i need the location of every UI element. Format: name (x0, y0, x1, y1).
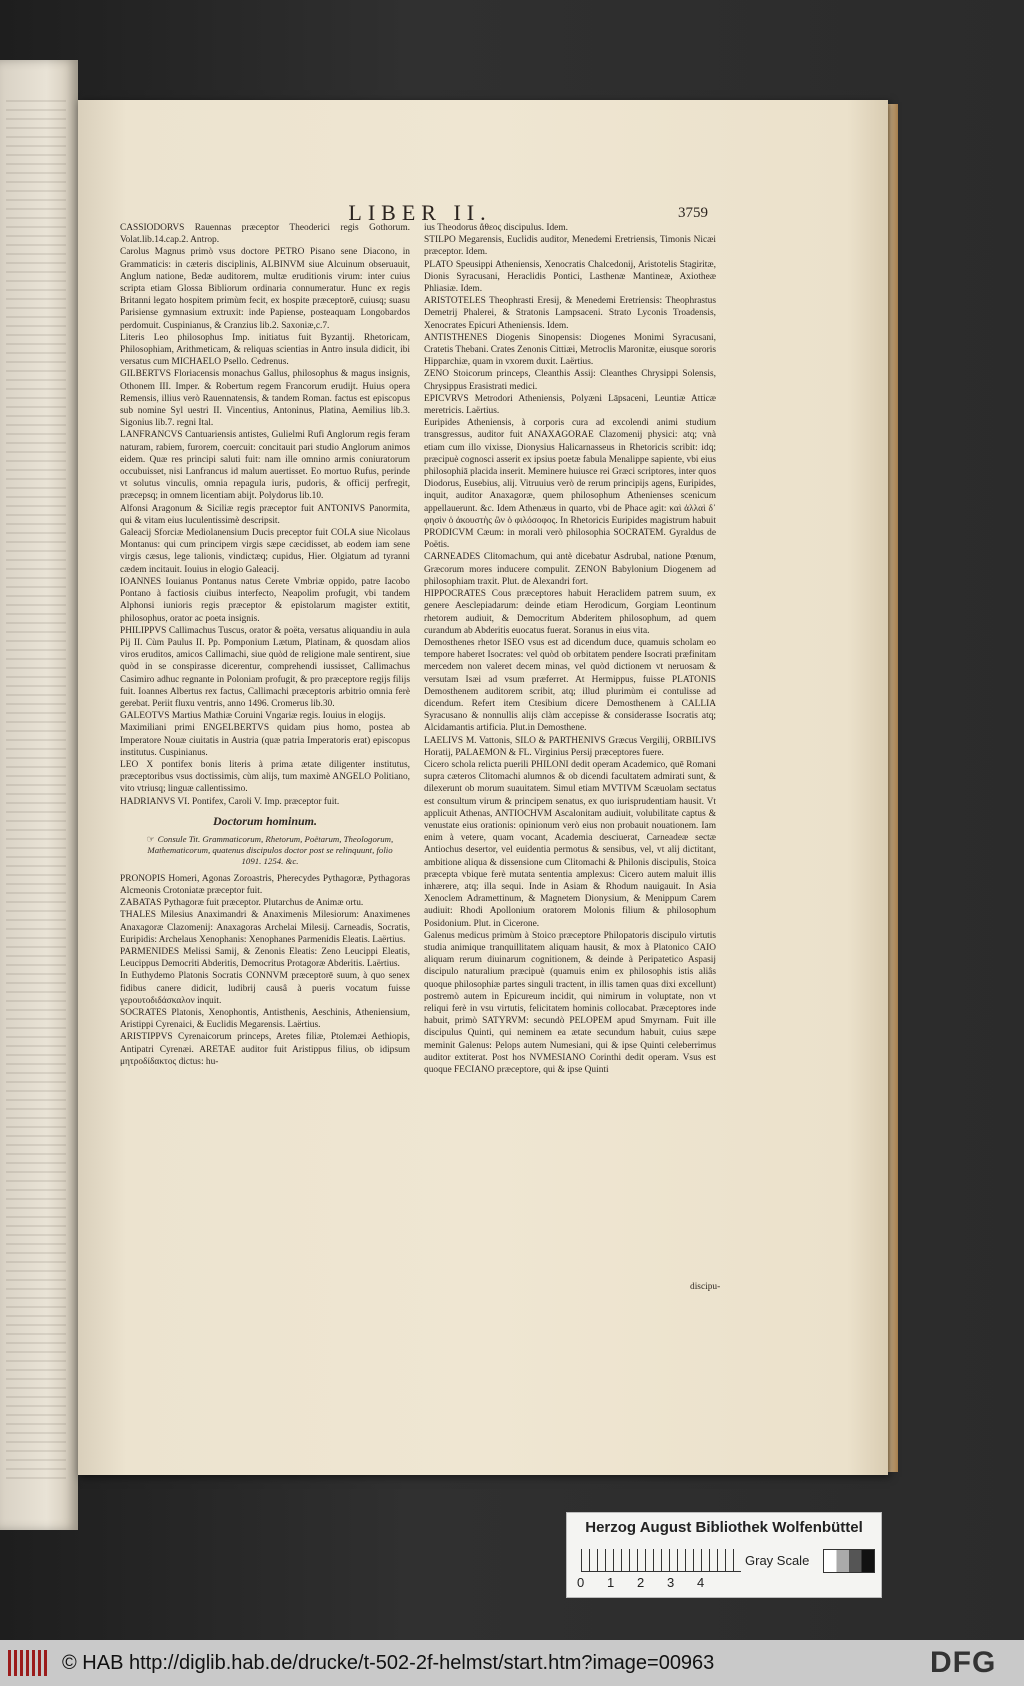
text-entry: GALEOTVS Martius Mathiæ Coruini Vngariæ regis. Iouius in elogijs. (120, 711, 386, 722)
ruler-numbers (577, 1575, 757, 1590)
text-entry: SOCRATES Platonis, Xenophontis, Antisthenis, Aeschinis, Atheniensium, Aristippi Cyrenaici, & Euclidis Megarensis. Laërtius. (120, 1007, 410, 1031)
left-text-column (120, 222, 410, 1282)
library-name: Herzog August Bibliothek Wolfenbüttel (585, 1519, 863, 1536)
text-entry: Literis Leo philosophus Imp. initiatus fuit Byzantij. Rhetoricam, Philosophiam, Arithmeticam, & reliquas scientias in Antro insula didicit, ibi versatus cum MICHAELO Psello. Cedrenus. (120, 332, 410, 368)
text-entry: Alfonsi Aragonum & Siciliæ regis præceptor fuit ANTONIVS Panormita, qui & vitam eius luculentissimè descripsit. (120, 503, 410, 526)
text-entry: Maximiliani primi ENGELBERTVS quidam pius homo, postea ab Imperatore Nouæ ciuitatis in Austria (quæ patria Imperatoris erat) episcopus institutus. Cuspinianus. (120, 723, 410, 758)
text-entry: Galenus medicus primùm à Stoico præceptore Philopatoris discipulo virtutis studia animique tranquillitatem aliquam hausit, & mox à Platonico CAIO aliquam rerum diuinarum cognitionem, & deinde à Peripatetico Aspasij discipulo naturalium præcipuè (quamuis enim ex philosophis istis aliâs quoque philosophiæ partes singuli tractent, in illis tamen quas dixi excellunt) postremò autem in Epicureum incidit, qui nimirum in voluptate, non vt reliqui ferè in vsu virtutis, felicitatem hominis collocabat. Præceptores inde habuit, primò SATYRVM: secundò PELOPEM apud Smyrnam. Fuit ille discipulus Quinti, qui neminem ea ætate secundum habuit, cuius sæpe meminit Galenus: Pelops autem Numesiani, qui & ipse Quinti celeberrimus auditor extiterat. Post hos NVMESIANO Corinthi dedit operam. Vsus est quoque FECIANO præceptore, qui & ipse Quinti (424, 930, 716, 1076)
text-entry: Galeacij Sforciæ Mediolanensium Ducis preceptor fuit COLA siue Nicolaus Montanus: qui cum principem virgis sæpe cæcidisset, ab eodem iam sene virgis cæsus, lege talionis, vindictæq; cupidus, Hier. Olgiatum ad tyranni cædem incitauit. Iouius in elogio Galeacij. (120, 528, 410, 575)
text-entry: EPICVRVS Metrodori Atheniensis, Polyæni Lāpsaceni, Leuntiæ Atticæ meretricis. Laërtius. (424, 393, 716, 417)
ruler-number: 0 (577, 1575, 585, 1590)
barcode-bars-icon (8, 1650, 48, 1676)
text-entry: LEO X pontifex bonis literis à prima ætate diligenter institutus, præceptoribus vsus doctissimis, cùm alijs, tum maximè ANGELO Politiano, vito vtriusq; linguæ callentissimo. (120, 759, 410, 795)
text-entry: THALES Milesius Anaximandri & Anaximenis Milesiorum: Anaximenes Anaxagoræ Clazomenij: Anaxagoras Archelai Milesij. Carneadis, Socratis, Euripidis: Archelaus Xenophanis: Xenophanes Parmenidis Eleatis. Laërtius. (120, 910, 410, 945)
gray-scale-label: Gray Scale (745, 1553, 810, 1568)
right-text-column (424, 222, 716, 1288)
text-entry: HIPPOCRATES Cous præceptores habuit Heraclidem patrem suum, ex genere Aesclepiadarum: deinde etiam Herodicum, Gorgiam Leontinum rhetorem audiuit, & Democritum Abderitem philosophum, ad quem curandum ab Abderitis euocatus fuerat. Soranus in eius vita. (424, 589, 716, 636)
ruler-number: 3 (667, 1575, 675, 1590)
text-entry: ZABATAS Pythagoræ fuit præceptor. Plutarchus de Animæ ortu. (120, 898, 364, 909)
text-entry: Carolus Magnus primò vsus doctore PETRO Pisano sene Diacono, in Grammaticis: in cæteris disciplinis, ALBINVM siue Alcuinum obseruauit, Anglum natione, Bedæ auditorem, multæ eruditionis virum: inter cuius scripta etiam Glossa Bibliorum ordinaria connumeratur. Hunc ex regis Britanni legato hospitem primùm fecit, ex hospite præceptorē, cuiusq; suasu Parisiense gymnasium extruxit: inde Papiense, posteaquam Longobardos perdomuit. Cuspinianus, & Cranzius lib.2. Saxoniæ,c.7. (120, 247, 410, 331)
text-entry: ius Theodorus ἄθεος discipulus. Idem. (424, 223, 568, 233)
text-entry: Euripides Atheniensis, à corporis cura ad excolendi animi studium transgressus, auditor fuit ANAXAGORAE Clazomenij physici: atq; vnà etiam cum illo vixisse, Dionysius Halicarnasseus in Rhetoricis scribit: idq; præcipuè cognosci asserit ex ipsius poetæ fabula Menalippe sapiente, vbi eius philosophiā placida inserit. Meminere huiusce rei Græci scriptores, inter quos Diodorus, Eusebius, alij. Vitruuius verò de rerum principijs agens, Euripides, inquit, auditor Anaxagoræ, quem philosophum Athenienses scenicum appellauerunt. &c. Idem Athenæus in quarto, vbi de Phace agit: καὶ ἀλλαὶ δ᾽ φησὶν ὁ ἀκουστὴς ὢν ὁ φιλόσοφος. In Rhetoricis Euripides magistrum habuit PRODICVM Cæum: in morali verò philosophia SOCRATEM. Gyraldus de Poëtis. (424, 418, 716, 551)
text-entry: LAELIVS M. Vattonis, SILO & PARTHENIVS Græcus Vergilij, ORBILIVS Horatij, PALAEMON & FL. Virginius Persij præceptores fuere. (424, 735, 716, 758)
ruler-number: 1 (607, 1575, 615, 1590)
ruler-number: 4 (697, 1575, 705, 1590)
cross-reference-note (140, 834, 400, 867)
running-head: LIBER II. (348, 200, 492, 225)
text-entry: PLATO Speusippi Atheniensis, Xenocratis Chalcedonij, Aristotelis Stagiritæ, Dionis Syracusani, Heraclidis Pontici, Lasthenæ Mantineæ, Axiotheæ Phliasiæ. Idem. (424, 259, 716, 295)
text-entry: ARISTIPPVS Cyrenaicorum princeps, Aretes filiæ, Ptolemæi Aethiopis, Antipatri Cyrenæi. ARETAE auditor fuit Aristippus filius, ob idipsum μητροδίδακτος dictus: hu- (120, 1032, 410, 1067)
source-url-credit[interactable]: © HAB http://diglib.hab.de/drucke/t-502-2f-helmst/start.htm?image=00963 (62, 1652, 715, 1674)
text-entry: Cicero schola relicta puerili PHILONI dedit operam Academico, quē Romani supra cæteros Clitomachi alumnos & ob dicendi facultatem admirati sunt, & dilexerunt ob morum suauitatem. Simul etiam MVTIVM Scæuolam sectatus est consultum virum & principem senatus, ex quo iurisprudentiam hausit. Vt applicuit Athenas, ANTIOCHVM Ascalonitam audiuit, volubilitate captus & venustate eius orationis: opinionum verò eius non probauit nouationem. Iam enim à vetere, quam vocant, Academia desciuerat, Carneadeæ sectæ Antiochus desertor, vel euidentia permotus & sensibus, vel, vt alij dictitant, ambitione aliqua & dissensione cum Clitomachi & Philonis discipulis, Stoica præcepta vbique ferè mutata sententia amplexus: Cicero autem maluit illis inhærere, atq; illa sequi. Inde in Asiam & Rhodum nauigauit. In Asia Xenoclem Adramettinum, & Magnetem Dionysium, & Menippum Carem audiuit: Rhodi Apollonium oratorem Molonis filium & philosophum Posidonium. Plut. in Cicerone. (424, 759, 716, 929)
left-page-text-edge (6, 100, 66, 1480)
page-number: 3759 (678, 205, 708, 221)
text-entry: HADRIANVS VI. Pontifex, Caroli V. Imp. præceptor fuit. (120, 796, 340, 807)
text-entry: PHILIPPVS Callimachus Tuscus, orator & poëta, versatus aliquandiu in aula Pij II. Cùm Paulus II. Pp. Pomponium Lætum, Platinam, & quosdam alios viros eruditos, amicos Callimachi, siue quòd de religione male sentirent, siue quòd in se conspirasse dicerentur, comprehendi iussisset, Callimachus Casimiro adhuc regnante in Poloniam profugit, & pro præceptore regijs filijs fuit. Ioannes Albertus rex factus, Callimachi præceptoris arbitrio omnia ferè gerebat. Periit fluxu ventris, anno 1496. Cromerus lib.30. (120, 625, 410, 709)
text-entry: LANFRANCVS Cantuariensis antistes, Gulielmi Rufi Anglorum regis feram naturam, rabiem, furorem, coercuit: concitauit pari studio Anglorum animos eidem. Quæ res principi saluti fuit: nam ille omnino armis coniuratorum occubuisset, nisi Lanfrancus id malum auertisset. Eo mortuo Rufus, perinde vt solutus vinculis, omnia repagula iuris, pudoris, & officij perfregit, præcepsq; in omnem licentiam abijt. Polydorus lib.10. (120, 430, 410, 502)
text-entry: GILBERTVS Floriacensis monachus Gallus, philosophus & magus insignis, Othonem III. Imper. & Robertum regem Francorum erudijt. Huius opera Remensis, illius verò Rauennatensis, & tandem Roman. factus est episcopus sub nomine Syl uestri II. Vincentius, Antoninus, Platina, Aemilius lib.3. Sigonius lib.7. regni Ital. (120, 369, 410, 429)
text-entry: IOANNES Iouianus Pontanus natus Cerete Vmbriæ oppido, patre Iacobo Pontano à factiosis ciuibus interfecto, Neapolim profugit, vbi tandem Alphonsi iunioris regis præceptor & epistolarum magister extitit, philosophus, orator ac poeta insignis. (120, 576, 410, 624)
catchword: discipu- (690, 1282, 721, 1292)
ruler-number: 2 (637, 1575, 645, 1590)
text-entry: ANTISTHENES Diogenis Sinopensis: Diogenes Monimi Syracusani, Cratetis Thebani. Crates Zenonis Cittiæi, Metroclis Maronitæ, eiusque sororis Hipparchiæ, quam in vxorem duxit. Laërtius. (424, 332, 716, 368)
text-entry: PRONOPIS Homeri, Agonas Zoroastris, Pherecydes Pythagoræ, Pythagoras Alcmeonis Crotoniatæ præceptor fuit. (120, 873, 410, 896)
ruler-scale (581, 1549, 741, 1572)
text-entry: CASSIODORVS Rauennas præceptor Theoderici regis Gothorum. Volat.lib.14.cap.2. Antrop. (120, 223, 410, 246)
left-facing-page-edge (0, 60, 78, 1530)
gray-scale-swatch (823, 1549, 875, 1573)
library-color-chart-label (566, 1512, 882, 1598)
text-entry: CARNEADES Clitomachum, qui antè dicebatur Asdrubal, natione Pœnum, Græcorum mores inducere compulit. ZENON Babylonium Diogenem ad philosophiam traxit. Plut. de Alexandri fort. (424, 552, 716, 587)
dfg-logo: DFG (930, 1646, 997, 1679)
viewer-footer (0, 1640, 1024, 1686)
cross-reference-text: Consule Tit. Grammaticorum, Rhetorum, Poëtarum, Theologorum, Mathematicorum, quatenus discipulos doctor post se relinquunt, folio 1091. 1254. &c. (147, 833, 394, 866)
text-entry: In Euthydemo Platonis Socratis CONNVM præceptorē suum, à quo senex fidibus canere didicit, ludibrij causâ à pueris vocatum fuisse γερουτοδιδάσκαλον inquit. (120, 971, 410, 1006)
section-heading: Doctorum hominum. (212, 813, 318, 828)
text-entry: STILPO Megarensis, Euclidis auditor, Menedemi Eretriensis, Timonis Nicæi præceptor. Idem. (424, 235, 716, 258)
text-entry: ZENO Stoicorum princeps, Cleanthis Assij: Cleanthes Chrysippi Solensis, Chrysippus Erasistrati medici. (424, 369, 716, 392)
text-entry: PARMENIDES Melissi Samij, & Zenonis Eleatis: Zeno Leucippi Eleatis, Leucippus Democriti Abderitis, Democritus Protagoræ Abderitis. Laërtius. (120, 946, 410, 970)
pointing-hand-icon: ☞ (146, 833, 155, 844)
text-entry: ARISTOTELES Theophrasti Eresij, & Menedemi Eretriensis: Theophrastus Demetrij Phalerei, & Stratonis Lampsaceni. Strato Lyconis Troadensis, Xenocrates Epicuri Atheniensis. Idem. (424, 296, 716, 331)
text-entry: Demosthenes rhetor ISEO vsus est ad dicendum duce, quamuis scholam eo tempore haberet Isocrates: vel quòd ob orbitatem pendere Isocrati præfinitam mercedem non valeret decem minas, vel quòd dictionem vt neruosam & versutam Isæi ad vsum præferret. At Hermippus, fuisse PLATONIS Demosthenem auditorem scribit, atq; illud plurimùm ei contulisse ad dicendum. Refert item Ctesibium dicere Demosthenem à CALLIA Syracusano & nonnullis alijs clàm accepisse & considerasse Isocratis atq; Alcidamantis artificia. Plut.in Demosthene. (424, 637, 716, 734)
